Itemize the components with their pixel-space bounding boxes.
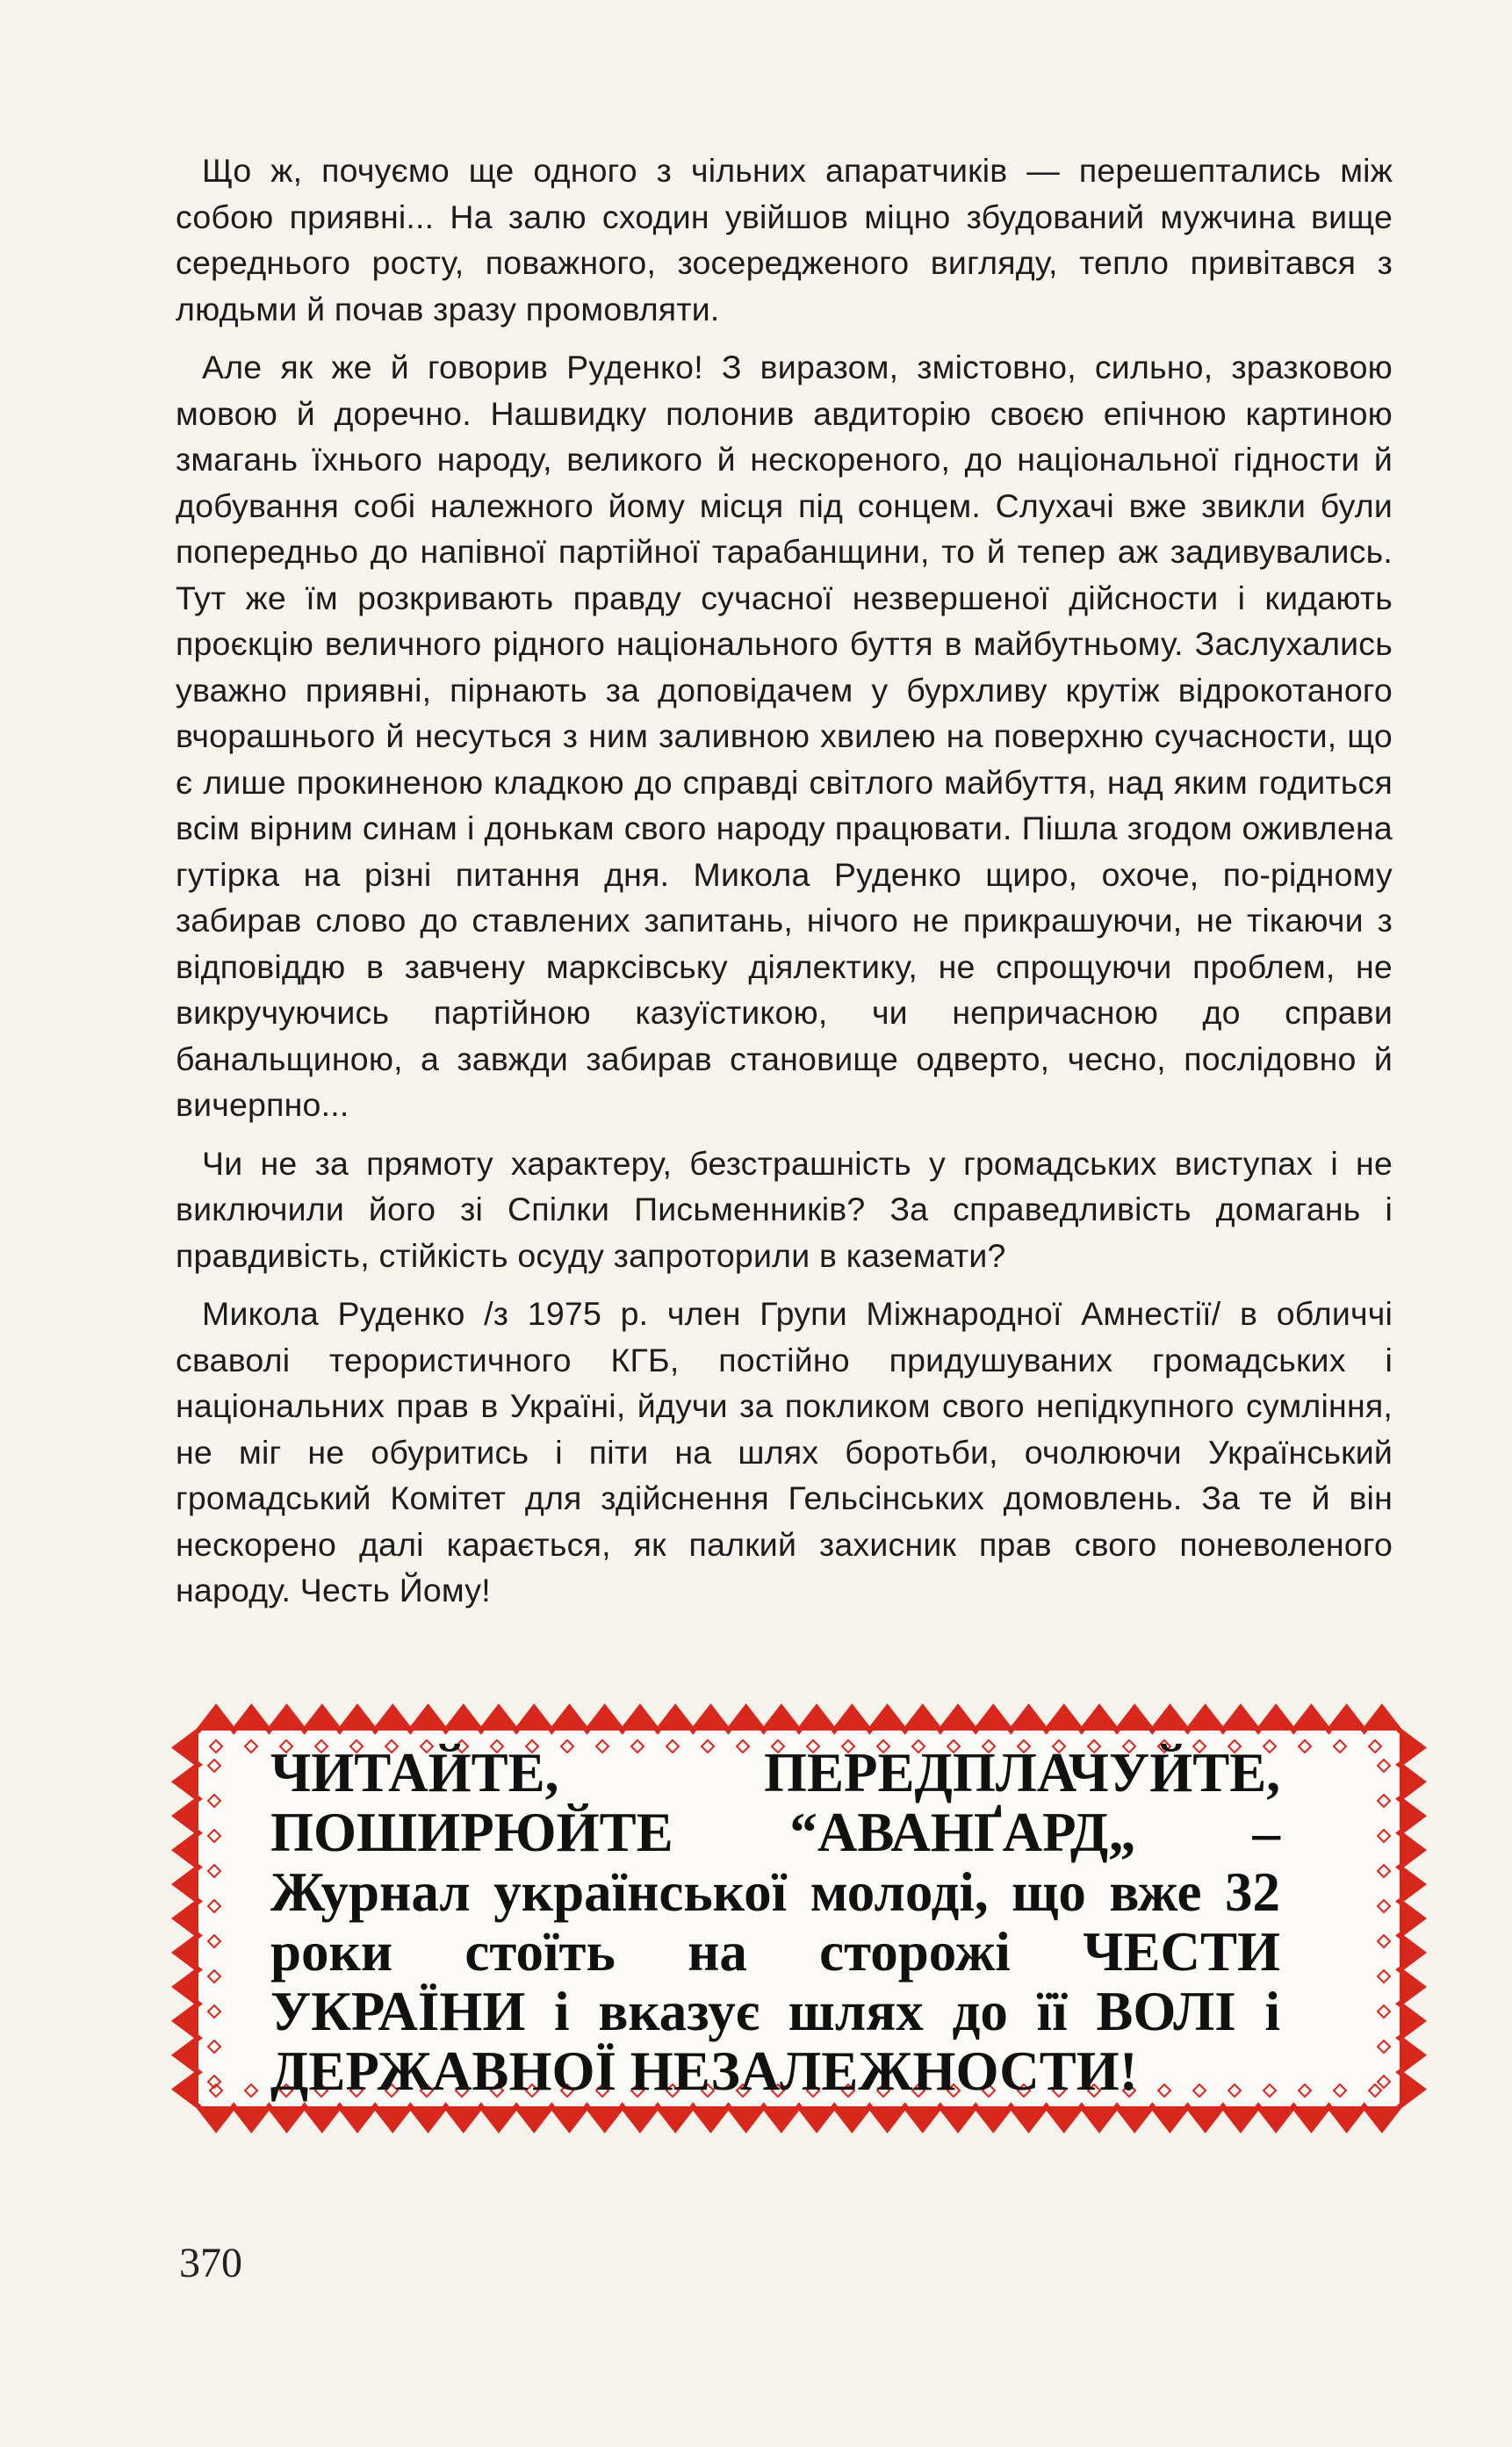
- zigzag-tooth: [729, 1708, 764, 1731]
- zigzag-tooth: [1188, 1708, 1223, 1731]
- zigzag-tooth: [976, 2106, 1011, 2129]
- zigzag-tooth: [834, 1708, 869, 1731]
- zigzag-tooth: [1329, 2106, 1364, 2129]
- paragraph-4: Микола Руденко /з 1975 р. член Групи Міжнародної Амнестії/ в обличчі сваволі терористичного КГБ, постійно придушуваних громадських і національних прав в Україні, йдучи за покликом свого непідкупного сумління, не міг не обуритись і піти на шлях боротьби, очолюючи Український громадський Комітет для здійснення Гельсінських домовлень. За те й він нескорено далі карається, як палкий захисник прав свого поневоленого народу. Честь Йому!: [176, 1295, 1393, 1609]
- zigzag-tooth: [587, 1708, 623, 1731]
- zigzag-tooth: [693, 1708, 728, 1731]
- zigzag-tooth: [234, 1708, 269, 1731]
- zigzag-tooth: [693, 2106, 728, 2129]
- zigzag-tooth: [375, 2106, 410, 2129]
- zigzag-tooth: [176, 1935, 198, 1969]
- zigzag-tooth: [176, 2072, 198, 2106]
- zigzag-tooth: [1293, 2106, 1328, 2129]
- zigzag-tooth: [658, 1708, 693, 1731]
- advertisement-text: ЧИТАЙТЕ, ПЕРЕДПЛАЧУЙТЕ, ПОШИРЮЙТЕ “АВАНҐАРД„ – Журнал української молоді, що вже 32 роки стоїть на сторожі ЧЕСТИ УКРАЇНИ і вказує шлях до її ВОЛІ і ДЕРЖАВНОЇ НЕЗАЛЕЖНОСТИ!: [270, 1742, 1280, 2102]
- zigzag-tooth: [1400, 2072, 1422, 2106]
- zigzag-tooth: [269, 2106, 304, 2129]
- zigzag-tooth: [976, 1708, 1011, 1731]
- zigzag-tooth: [1293, 1708, 1328, 1731]
- zigzag-tooth: [658, 2106, 693, 2129]
- zigzag-tooth: [1400, 1765, 1422, 1799]
- zigzag-tooth: [1223, 1708, 1258, 1731]
- zigzag-tooth: [869, 2106, 904, 2129]
- zigzag-tooth: [587, 2106, 623, 2129]
- zigzag-tooth: [446, 2106, 481, 2129]
- zigzag-tooth: [176, 1833, 198, 1868]
- zigzag-tooth: [1400, 1969, 1422, 2004]
- zigzag-tooth: [1047, 2106, 1082, 2129]
- zigzag-tooth: [1152, 2106, 1187, 2129]
- zigzag-tooth: [269, 1708, 304, 1731]
- zigzag-tooth: [1400, 1731, 1422, 1765]
- zigzag-tooth: [1364, 1708, 1400, 1731]
- zigzag-tooth: [940, 2106, 976, 2129]
- zigzag-tooth: [764, 2106, 799, 2129]
- zigzag-tooth: [1400, 2004, 1422, 2038]
- zigzag-tooth: [623, 1708, 658, 1731]
- zigzag-tooth: [905, 2106, 940, 2129]
- zigzag-tooth: [1400, 1799, 1422, 1833]
- zigzag-tooth: [1258, 2106, 1293, 2129]
- zigzag-tooth: [198, 2106, 234, 2129]
- zigzag-tooth: [1364, 2106, 1400, 2129]
- zigzag-tooth: [305, 1708, 340, 1731]
- zigzag-tooth: [905, 1708, 940, 1731]
- zigzag-tooth: [1258, 1708, 1293, 1731]
- zigzag-tooth: [799, 1708, 834, 1731]
- zigzag-tooth: [1011, 1708, 1046, 1731]
- zigzag-tooth: [176, 1799, 198, 1833]
- zigzag-tooth: [551, 1708, 587, 1731]
- zigzag-tooth: [551, 2106, 587, 2129]
- zigzag-tooth: [1400, 1868, 1422, 1902]
- zigzag-tooth: [1082, 1708, 1117, 1731]
- zigzag-tooth: [799, 2106, 834, 2129]
- zigzag-tooth: [176, 1902, 198, 1936]
- zigzag-tooth: [176, 2038, 198, 2072]
- zigzag-tooth: [1223, 2106, 1258, 2129]
- zigzag-tooth: [1400, 2038, 1422, 2072]
- zigzag-tooth: [1400, 1902, 1422, 1936]
- zigzag-tooth: [1400, 1935, 1422, 1969]
- zigzag-tooth: [305, 2106, 340, 2129]
- avangard-advertisement: [167, 1699, 1431, 2138]
- zigzag-tooth: [1117, 2106, 1152, 2129]
- zigzag-tooth: [481, 2106, 516, 2129]
- zigzag-tooth: [1047, 1708, 1082, 1731]
- zigzag-tooth: [1152, 1708, 1187, 1731]
- zigzag-tooth: [446, 1708, 481, 1731]
- page-number: 370: [179, 2240, 242, 2286]
- zigzag-tooth: [176, 1731, 198, 1765]
- zigzag-tooth: [516, 2106, 551, 2129]
- zigzag-tooth: [1082, 2106, 1117, 2129]
- zigzag-tooth: [764, 1708, 799, 1731]
- paragraph-2: Але як же й говорив Руденко! З виразом, змістовно, сильно, зразковою мовою й доречно. Нашвидку полонив авдиторію своєю епічною картиною змагань їхнього народу, великого й нескореного, до національної гідности й добування собі належного йому місця під сонцем. Слухачі вже звикли були попередньо до напівної партійної тарабанщини, то й тепер аж задивувались. Тут же їм розкривають правду сучасної незвершеної дійсности і кидають проєкцію величного рідного національного буття в майбутньому. Заслухались уважно приявні, пірнають за доповідачем у бурхливу крутіж відрокотаного вчорашнього й несуться з ним заливною хвилею на поверхню сучасности, що є лише прокиненою кладкою до справді світлого майбуття, над яким годиться всім вірним синам і донькам свого народу працювати. Пішла згодом оживлена гутірка на різні питання дня. Микола Руденко щиро, охоче, по-рідному забирав слово до ставлених запитань, нічого не прикрашуючи, не тікаючи з відповіддю в завчену марксівську діялектику, не спрощуючи проблем, не викручуючись партійною казуїстикою, чи непричасною до справи банальщиною, а завжди забирав становище одверто, чесно, послідовно й вичерпно...: [176, 349, 1393, 1123]
- zigzag-tooth: [340, 1708, 375, 1731]
- zigzag-tooth: [410, 1708, 445, 1731]
- zigzag-tooth: [516, 1708, 551, 1731]
- zigzag-tooth: [234, 2106, 269, 2129]
- paragraph-3: Чи не за прямоту характеру, безстрашність у громадських виступах і не виключили його зі Спілки Письменників? За справедливість домагань і правдивість, стійкість осуду запроторили в каземати?: [176, 1144, 1393, 1274]
- zigzag-tooth: [834, 2106, 869, 2129]
- zigzag-tooth: [410, 2106, 445, 2129]
- zigzag-tooth: [375, 1708, 410, 1731]
- zigzag-tooth: [176, 1868, 198, 1902]
- zigzag-tooth: [1329, 1708, 1364, 1731]
- zigzag-tooth: [623, 2106, 658, 2129]
- zigzag-tooth: [176, 2004, 198, 2038]
- zigzag-tooth: [729, 2106, 764, 2129]
- zigzag-tooth: [1400, 1833, 1422, 1868]
- article-body: [176, 148, 1393, 1626]
- zigzag-tooth: [940, 1708, 976, 1731]
- zigzag-tooth: [1188, 2106, 1223, 2129]
- zigzag-tooth: [198, 1708, 234, 1731]
- zigzag-tooth: [869, 1708, 904, 1731]
- zigzag-tooth: [176, 1765, 198, 1799]
- zigzag-tooth: [1011, 2106, 1046, 2129]
- zigzag-tooth: [481, 1708, 516, 1731]
- zigzag-tooth: [176, 1969, 198, 2004]
- zigzag-tooth: [1117, 1708, 1152, 1731]
- zigzag-tooth: [340, 2106, 375, 2129]
- paragraph-1: Що ж, почуємо ще одного з чільних апаратчиків — перешептались між собою приявні... На залю сходин увійшов міцно збудований мужчина вище середнього росту, поважного, зосередженого вигляду, тепло привітався з людьми й почав зразу промовляти.: [176, 152, 1393, 327]
